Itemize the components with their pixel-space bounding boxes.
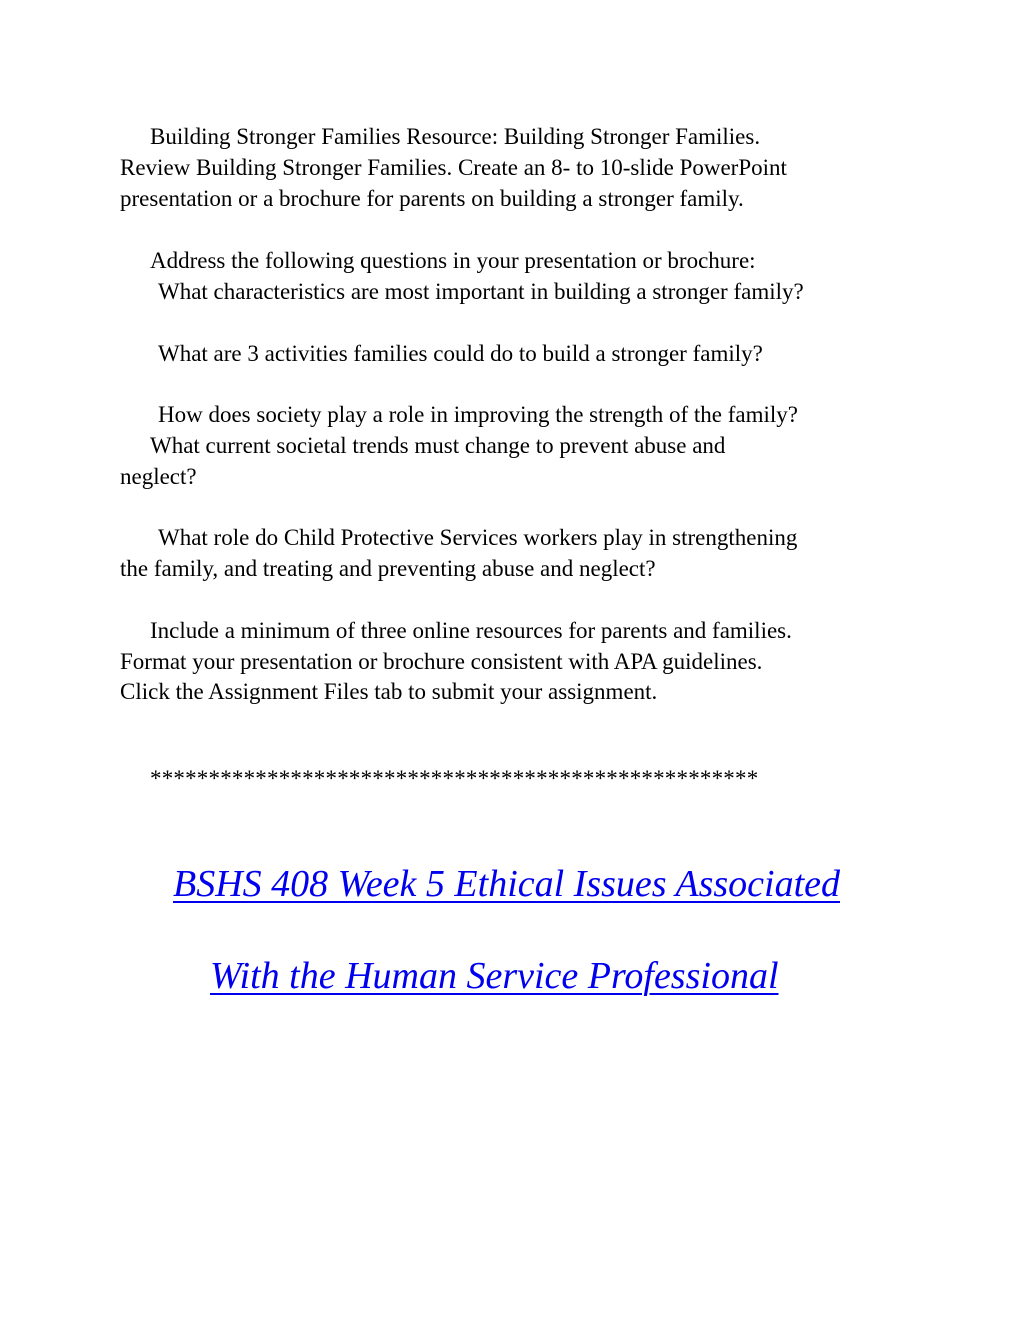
resources-line-2: Format your presentation or brochure consistent with APA guidelines. <box>120 649 763 674</box>
resources-line-1: Include a minimum of three online resources for parents and families. <box>150 618 792 643</box>
address-line-1: Address the following questions in your presentation or brochure: <box>150 248 756 273</box>
separator-stars: **************************************************** <box>150 766 759 791</box>
link-line-2[interactable]: With the Human Service Professional <box>210 955 779 997</box>
question-trends: What current societal trends must change to prevent abuse and <box>150 433 726 458</box>
link-line-1[interactable]: BSHS 408 Week 5 Ethical Issues Associated <box>173 863 841 905</box>
question-cps-line-1: What role do Child Protective Services workers play in strengthening <box>158 525 798 550</box>
intro-line-1: Building Stronger Families Resource: Building Stronger Families. <box>150 124 761 149</box>
intro-line-2: Review Building Stronger Families. Create an 8- to 10-slide PowerPoint <box>120 155 787 180</box>
question-characteristics: What characteristics are most important in building a stronger family? <box>158 279 804 304</box>
intro-line-3: presentation or a brochure for parents on building a stronger family. <box>120 186 744 211</box>
question-cps-line-2: the family, and treating and preventing abuse and neglect? <box>120 556 656 581</box>
question-trends-cont: neglect? <box>120 464 197 489</box>
question-activities: What are 3 activities families could do to build a stronger family? <box>158 341 763 366</box>
resources-line-3: Click the Assignment Files tab to submit your assignment. <box>120 679 658 704</box>
question-society: How does society play a role in improving the strength of the family? <box>158 402 799 427</box>
